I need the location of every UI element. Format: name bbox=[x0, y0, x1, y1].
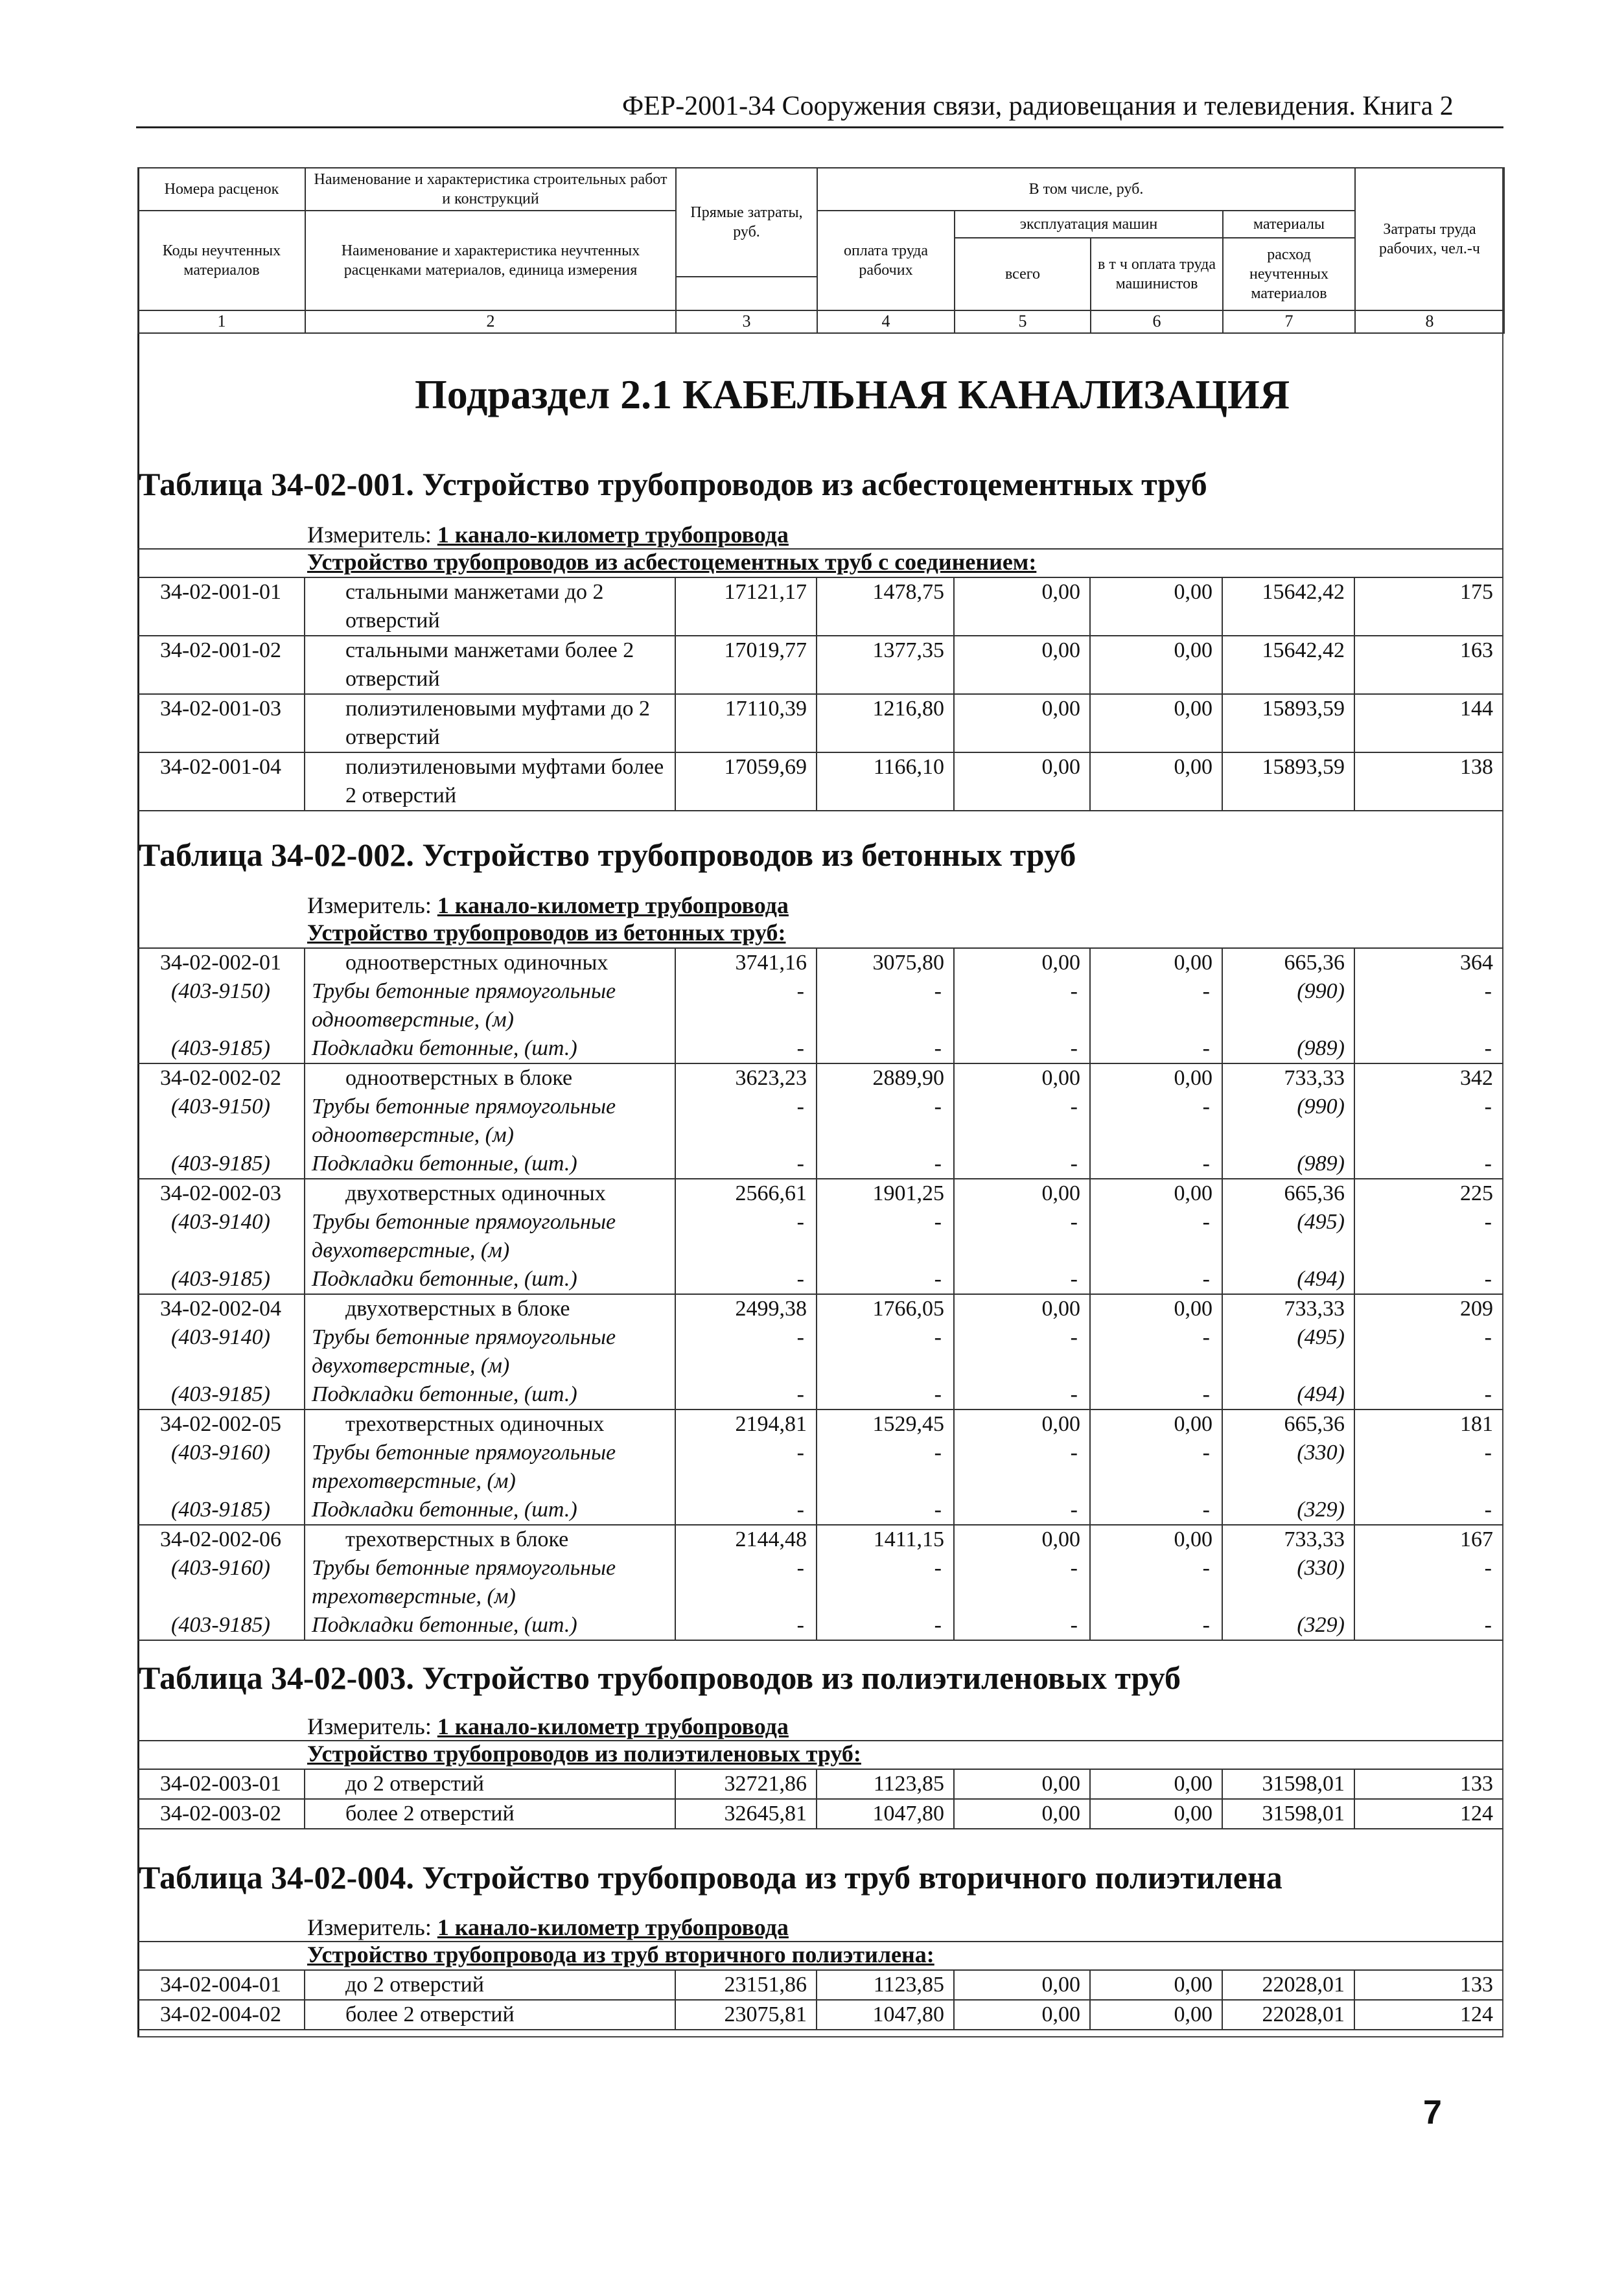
materials-cost: 22028,01 bbox=[1222, 1970, 1354, 2000]
running-header bbox=[622, 91, 1454, 122]
direct-costs: 17110,39 bbox=[675, 694, 817, 752]
table-row bbox=[137, 752, 1503, 811]
col-number: 7 bbox=[1223, 310, 1355, 333]
material-row bbox=[137, 1611, 1503, 1640]
table-title: Таблица 34-02-003. Устройство трубопроводов из полиэтиленовых труб bbox=[139, 1660, 1181, 1696]
machines-total: 0,00 bbox=[954, 1525, 1090, 1554]
table-row bbox=[137, 1179, 1503, 1208]
table-group-heading: Устройство трубопроводов из полиэтиленовых труб: bbox=[307, 1741, 861, 1767]
material-code: (403-9185) bbox=[137, 1611, 305, 1640]
col-number: 8 bbox=[1355, 310, 1504, 333]
machines-total-dash: - bbox=[954, 1150, 1090, 1179]
machines-total-dash: - bbox=[954, 1496, 1090, 1525]
labor-pay-dash: - bbox=[817, 1554, 954, 1611]
operators-pay-dash: - bbox=[1090, 1093, 1222, 1150]
col8-header: Затраты труда рабочих, чел.-ч bbox=[1355, 168, 1504, 310]
material-name: Подкладки бетонные, (шт.) bbox=[305, 1150, 675, 1179]
rate-name: двухотверстных в блоке bbox=[305, 1294, 675, 1323]
operators-pay-dash: - bbox=[1090, 1380, 1222, 1410]
col-number: 5 bbox=[955, 310, 1091, 333]
labor-pay-dash: - bbox=[817, 1439, 954, 1496]
operators-pay-dash: - bbox=[1090, 1034, 1222, 1063]
labor-pay: 1411,15 bbox=[817, 1525, 954, 1554]
labor-hours-dash: - bbox=[1484, 1210, 1492, 1234]
operators-pay-dash: - bbox=[1090, 1496, 1222, 1525]
col-number: 4 bbox=[817, 310, 955, 333]
labor-pay: 1529,45 bbox=[817, 1410, 954, 1439]
table-group-heading: Устройство трубопроводов из асбестоцементных труб с соединением: bbox=[307, 549, 1037, 575]
labor-hours: 181 bbox=[1354, 1410, 1503, 1439]
table-row bbox=[137, 1769, 1503, 1799]
labor-pay-dash: - bbox=[817, 1496, 954, 1525]
labor-hours-dash: - bbox=[1354, 1380, 1503, 1410]
materials-cost: 733,33 bbox=[1222, 1525, 1354, 1554]
labor-pay: 1047,80 bbox=[817, 2000, 954, 2030]
material-name: Трубы бетонные прямоугольные одноотверстные, (м) bbox=[305, 977, 675, 1034]
machines-total-dash: - bbox=[954, 1439, 1090, 1496]
labor-pay-dash: - bbox=[817, 1150, 954, 1179]
labor-hours-dash: - bbox=[1354, 1611, 1503, 1640]
materials-cost: 665,36 bbox=[1222, 1179, 1354, 1208]
table-row bbox=[137, 1410, 1503, 1439]
rate-code: 34-02-002-04 bbox=[137, 1294, 305, 1323]
rate-code: 34-02-003-01 bbox=[137, 1769, 305, 1799]
operators-pay: 0,00 bbox=[1090, 1294, 1222, 1323]
direct-costs: 3623,23 bbox=[675, 1063, 817, 1093]
material-name: Трубы бетонные прямоугольные двухотверстные, (м) bbox=[305, 1208, 675, 1265]
material-name: Трубы бетонные прямоугольные трехотверстные, (м) bbox=[305, 1439, 675, 1496]
material-name: Подкладки бетонные, (шт.) bbox=[305, 1611, 675, 1640]
materials-cost: 665,36 bbox=[1222, 1410, 1354, 1439]
materials-cost: 15893,59 bbox=[1222, 694, 1354, 752]
machines-total: 0,00 bbox=[954, 1769, 1090, 1799]
material-row bbox=[137, 1208, 1503, 1265]
rate-code: 34-02-001-04 bbox=[137, 752, 305, 811]
labor-hours: 163 bbox=[1354, 636, 1503, 694]
material-row bbox=[137, 977, 1503, 1034]
column-numbers-row bbox=[138, 310, 1504, 333]
material-code: (403-9185) bbox=[137, 1380, 305, 1410]
rate-code: 34-02-001-02 bbox=[137, 636, 305, 694]
material-row bbox=[137, 1554, 1503, 1611]
direct-costs-dash: - bbox=[675, 1208, 817, 1265]
rate-name: трехотверстных одиночных bbox=[305, 1410, 675, 1439]
direct-costs-dash: - bbox=[675, 1150, 817, 1179]
labor-pay: 1766,05 bbox=[817, 1294, 954, 1323]
measure-value: 1 канало-километр трубопровода bbox=[437, 892, 789, 918]
labor-hours-dash: - bbox=[1484, 1441, 1492, 1465]
rate-name: стальными манжетами более 2 отверстий bbox=[305, 636, 675, 694]
rate-name: до 2 отверстий bbox=[305, 1970, 675, 2000]
col1-bottom-header: Коды неучтенных материалов bbox=[138, 211, 305, 310]
col7-header: расход неучтенных материалов bbox=[1223, 238, 1355, 310]
table-group-heading: Устройство трубопроводов из бетонных труб: bbox=[307, 920, 786, 946]
labor-hours: 209 bbox=[1354, 1294, 1503, 1323]
labor-hours-dash: - bbox=[1484, 979, 1492, 1003]
operators-pay: 0,00 bbox=[1090, 1769, 1222, 1799]
col-number: 1 bbox=[138, 310, 305, 333]
material-quantity: (495) bbox=[1222, 1208, 1354, 1265]
machines-total: 0,00 bbox=[954, 1799, 1090, 1829]
direct-costs: 32721,86 bbox=[675, 1769, 817, 1799]
machines-total: 0,00 bbox=[954, 1179, 1090, 1208]
material-row bbox=[137, 1380, 1503, 1410]
rate-name: двухотверстных одиночных bbox=[305, 1179, 675, 1208]
measure-value: 1 канало-километр трубопровода bbox=[437, 1914, 789, 1940]
material-code: (403-9140) bbox=[137, 1323, 305, 1380]
table-measure bbox=[307, 1713, 789, 1740]
rates-table bbox=[137, 947, 1503, 1641]
material-code: (403-9185) bbox=[137, 1496, 305, 1525]
material-quantity: (990) bbox=[1222, 977, 1354, 1034]
col1-top-header: Номера расценок bbox=[138, 168, 305, 211]
rate-code: 34-02-001-01 bbox=[137, 577, 305, 636]
labor-pay-dash: - bbox=[817, 1323, 954, 1380]
labor-hours: 133 bbox=[1354, 1769, 1503, 1799]
material-name: Подкладки бетонные, (шт.) bbox=[305, 1034, 675, 1063]
material-quantity: (329) bbox=[1222, 1611, 1354, 1640]
labor-pay: 1377,35 bbox=[817, 636, 954, 694]
direct-costs: 23075,81 bbox=[675, 2000, 817, 2030]
rate-name: стальными манжетами до 2 отверстий bbox=[305, 577, 675, 636]
materials-cost: 22028,01 bbox=[1222, 2000, 1354, 2030]
machines-total: 0,00 bbox=[954, 1294, 1090, 1323]
labor-pay-dash: - bbox=[817, 1208, 954, 1265]
table-measure bbox=[307, 892, 789, 919]
measure-label: Измеритель: bbox=[307, 522, 437, 548]
direct-costs-dash: - bbox=[675, 1265, 817, 1294]
direct-costs: 17059,69 bbox=[675, 752, 817, 811]
direct-costs-dash: - bbox=[675, 1439, 817, 1496]
labor-hours-dash: - bbox=[1354, 1150, 1503, 1179]
table-row bbox=[137, 948, 1503, 977]
operators-pay: 0,00 bbox=[1090, 1799, 1222, 1829]
material-name: Подкладки бетонные, (шт.) bbox=[305, 1265, 675, 1294]
rate-code: 34-02-003-02 bbox=[137, 1799, 305, 1829]
materials-cost: 15642,42 bbox=[1222, 577, 1354, 636]
labor-pay: 1901,25 bbox=[817, 1179, 954, 1208]
including-header: В том числе, руб. bbox=[817, 168, 1355, 211]
rate-code: 34-02-002-02 bbox=[137, 1063, 305, 1093]
material-code: (403-9150) bbox=[137, 977, 305, 1034]
operators-pay-dash: - bbox=[1090, 1150, 1222, 1179]
labor-hours: 342 bbox=[1354, 1063, 1503, 1093]
direct-costs-dash: - bbox=[675, 977, 817, 1034]
table-group-heading: Устройство трубопровода из труб вторичного полиэтилена: bbox=[307, 1942, 934, 1967]
col-number: 6 bbox=[1091, 310, 1223, 333]
labor-pay-dash: - bbox=[817, 1380, 954, 1410]
material-name: Трубы бетонные прямоугольные двухотверстные, (м) bbox=[305, 1323, 675, 1380]
operators-pay-dash: - bbox=[1090, 977, 1222, 1034]
labor-hours: 175 bbox=[1354, 577, 1503, 636]
direct-costs: 2566,61 bbox=[675, 1179, 817, 1208]
col5-header: всего bbox=[955, 238, 1091, 310]
machines-total: 0,00 bbox=[954, 752, 1090, 811]
material-name: Трубы бетонные прямоугольные одноотверстные, (м) bbox=[305, 1093, 675, 1150]
page-number: 7 bbox=[1423, 2094, 1442, 2131]
direct-costs: 2144,48 bbox=[675, 1525, 817, 1554]
table-measure bbox=[307, 1914, 789, 1941]
col3-header-spacer bbox=[676, 277, 817, 310]
measure-label: Измеритель: bbox=[307, 1713, 437, 1739]
machines-total-dash: - bbox=[954, 1034, 1090, 1063]
table-row bbox=[137, 1525, 1503, 1554]
direct-costs-dash: - bbox=[675, 1093, 817, 1150]
rate-name: более 2 отверстий bbox=[305, 2000, 675, 2030]
operators-pay: 0,00 bbox=[1090, 948, 1222, 977]
rate-code: 34-02-002-06 bbox=[137, 1525, 305, 1554]
rate-name: полиэтиленовыми муфтами до 2 отверстий bbox=[305, 694, 675, 752]
material-quantity: (989) bbox=[1222, 1034, 1354, 1063]
table-row bbox=[137, 577, 1503, 636]
operators-pay-dash: - bbox=[1090, 1323, 1222, 1380]
rate-code: 34-02-004-01 bbox=[137, 1970, 305, 2000]
table-row bbox=[137, 694, 1503, 752]
operators-pay: 0,00 bbox=[1090, 2000, 1222, 2030]
labor-pay: 2889,90 bbox=[817, 1063, 954, 1093]
table-row bbox=[137, 1799, 1503, 1829]
machines-total: 0,00 bbox=[954, 1410, 1090, 1439]
rate-code: 34-02-001-03 bbox=[137, 694, 305, 752]
table-row bbox=[137, 1294, 1503, 1323]
rates-table bbox=[137, 1969, 1503, 2030]
operators-pay-dash: - bbox=[1090, 1611, 1222, 1640]
running-header-text: ФЕР-2001-34 Сооружения связи, радиовещания и телевидения. Книга 2 bbox=[622, 91, 1454, 121]
direct-costs-dash: - bbox=[675, 1380, 817, 1410]
materials-cost: 15893,59 bbox=[1222, 752, 1354, 811]
col-number: 3 bbox=[676, 310, 817, 333]
material-name: Трубы бетонные прямоугольные трехотверстные, (м) bbox=[305, 1554, 675, 1611]
materials-cost: 733,33 bbox=[1222, 1294, 1354, 1323]
labor-hours-dash: - bbox=[1484, 1095, 1492, 1119]
operators-pay: 0,00 bbox=[1090, 636, 1222, 694]
rate-name: более 2 отверстий bbox=[305, 1799, 675, 1829]
direct-costs-dash: - bbox=[675, 1554, 817, 1611]
machines-total: 0,00 bbox=[954, 1970, 1090, 2000]
material-code: (403-9160) bbox=[137, 1439, 305, 1496]
rate-code: 34-02-002-01 bbox=[137, 948, 305, 977]
labor-hours-dash: - bbox=[1354, 1034, 1503, 1063]
labor-hours: 124 bbox=[1354, 2000, 1503, 2030]
rates-table bbox=[137, 577, 1503, 811]
machines-total-dash: - bbox=[954, 1554, 1090, 1611]
direct-costs-dash: - bbox=[675, 1323, 817, 1380]
labor-pay-dash: - bbox=[817, 1611, 954, 1640]
material-row bbox=[137, 1265, 1503, 1294]
operators-pay: 0,00 bbox=[1090, 1410, 1222, 1439]
material-code: (403-9185) bbox=[137, 1150, 305, 1179]
table-row bbox=[137, 1063, 1503, 1093]
labor-hours: 167 bbox=[1354, 1525, 1503, 1554]
materials-cost: 665,36 bbox=[1222, 948, 1354, 977]
material-row bbox=[137, 1034, 1503, 1063]
labor-pay-dash: - bbox=[817, 977, 954, 1034]
material-name: Подкладки бетонные, (шт.) bbox=[305, 1496, 675, 1525]
labor-hours: 144 bbox=[1354, 694, 1503, 752]
direct-costs-dash: - bbox=[675, 1496, 817, 1525]
labor-hours: 138 bbox=[1354, 752, 1503, 811]
labor-hours-dash: - bbox=[1354, 1496, 1503, 1525]
rate-code: 34-02-002-05 bbox=[137, 1410, 305, 1439]
machines-total: 0,00 bbox=[954, 2000, 1090, 2030]
direct-costs: 3741,16 bbox=[675, 948, 817, 977]
labor-pay: 1047,80 bbox=[817, 1799, 954, 1829]
machines-total: 0,00 bbox=[954, 1063, 1090, 1093]
rate-name: до 2 отверстий bbox=[305, 1769, 675, 1799]
machines-total: 0,00 bbox=[954, 577, 1090, 636]
table-title: Таблица 34-02-002. Устройство трубопроводов из бетонных труб bbox=[139, 837, 1076, 873]
labor-pay: 1123,85 bbox=[817, 1769, 954, 1799]
direct-costs: 17019,77 bbox=[675, 636, 817, 694]
table-row bbox=[137, 2000, 1503, 2030]
material-name: Подкладки бетонные, (шт.) bbox=[305, 1380, 675, 1410]
rate-name: полиэтиленовыми муфтами более 2 отверстий bbox=[305, 752, 675, 811]
machines-total-dash: - bbox=[954, 1611, 1090, 1640]
operators-pay: 0,00 bbox=[1090, 694, 1222, 752]
machines-total-dash: - bbox=[954, 1380, 1090, 1410]
direct-costs: 23151,86 bbox=[675, 1970, 817, 2000]
measure-label: Измеритель: bbox=[307, 892, 437, 918]
labor-pay-dash: - bbox=[817, 1034, 954, 1063]
col2-bottom-header: Наименование и характеристика неучтенных расценками материалов, единица измерения bbox=[305, 211, 676, 310]
header-rule bbox=[136, 126, 1503, 128]
labor-hours: 364 bbox=[1354, 948, 1503, 977]
material-code: (403-9140) bbox=[137, 1208, 305, 1265]
rate-name: одноотверстных в блоке bbox=[305, 1063, 675, 1093]
material-row bbox=[137, 1323, 1503, 1380]
labor-pay: 1478,75 bbox=[817, 577, 954, 636]
rates-table bbox=[137, 1769, 1503, 1829]
material-code: (403-9185) bbox=[137, 1265, 305, 1294]
col2-top-header: Наименование и характеристика строительных работ и конструкций bbox=[305, 168, 676, 211]
material-code: (403-9150) bbox=[137, 1093, 305, 1150]
material-row bbox=[137, 1093, 1503, 1150]
operators-pay-dash: - bbox=[1090, 1265, 1222, 1294]
table-row bbox=[137, 1970, 1503, 2000]
operators-pay: 0,00 bbox=[1090, 1970, 1222, 2000]
materials-cost: 31598,01 bbox=[1222, 1769, 1354, 1799]
operators-pay-dash: - bbox=[1090, 1554, 1222, 1611]
direct-costs: 2499,38 bbox=[675, 1294, 817, 1323]
material-quantity: (989) bbox=[1222, 1150, 1354, 1179]
materials-header: материалы bbox=[1223, 211, 1355, 238]
rate-name: трехотверстных в блоке bbox=[305, 1525, 675, 1554]
machines-total-dash: - bbox=[954, 1265, 1090, 1294]
labor-pay: 1216,80 bbox=[817, 694, 954, 752]
table-title: Таблица 34-02-001. Устройство трубопроводов из асбестоцементных труб bbox=[139, 466, 1207, 502]
col-number: 2 bbox=[305, 310, 676, 333]
material-quantity: (329) bbox=[1222, 1496, 1354, 1525]
measure-value: 1 канало-километр трубопровода bbox=[437, 1713, 789, 1739]
machines-total: 0,00 bbox=[954, 948, 1090, 977]
col4-header: оплата труда рабочих bbox=[817, 211, 955, 310]
operators-pay: 0,00 bbox=[1090, 577, 1222, 636]
material-code: (403-9160) bbox=[137, 1554, 305, 1611]
direct-costs: 32645,81 bbox=[675, 1799, 817, 1829]
operators-pay-dash: - bbox=[1090, 1439, 1222, 1496]
table-row bbox=[137, 636, 1503, 694]
rate-name: одноотверстных одиночных bbox=[305, 948, 675, 977]
labor-pay: 1166,10 bbox=[817, 752, 954, 811]
machines-total: 0,00 bbox=[954, 636, 1090, 694]
material-row bbox=[137, 1496, 1503, 1525]
material-quantity: (330) bbox=[1222, 1554, 1354, 1611]
direct-costs-dash: - bbox=[675, 1611, 817, 1640]
operators-pay: 0,00 bbox=[1090, 1525, 1222, 1554]
machines-total-dash: - bbox=[954, 1323, 1090, 1380]
machines-total: 0,00 bbox=[954, 694, 1090, 752]
rate-code: 34-02-004-02 bbox=[137, 2000, 305, 2030]
direct-costs-dash: - bbox=[675, 1034, 817, 1063]
machines-total-dash: - bbox=[954, 977, 1090, 1034]
material-quantity: (494) bbox=[1222, 1380, 1354, 1410]
table-title: Таблица 34-02-004. Устройство трубопровода из труб вторичного полиэтилена bbox=[139, 1859, 1282, 1896]
material-quantity: (494) bbox=[1222, 1265, 1354, 1294]
rate-code: 34-02-002-03 bbox=[137, 1179, 305, 1208]
material-code: (403-9185) bbox=[137, 1034, 305, 1063]
col6-header: в т ч оплата труда машинистов bbox=[1091, 238, 1223, 310]
material-row bbox=[137, 1150, 1503, 1179]
materials-cost: 15642,42 bbox=[1222, 636, 1354, 694]
materials-cost: 733,33 bbox=[1222, 1063, 1354, 1093]
labor-hours: 124 bbox=[1354, 1799, 1503, 1829]
machines-total-dash: - bbox=[954, 1208, 1090, 1265]
operators-pay: 0,00 bbox=[1090, 752, 1222, 811]
subsection-title: Подраздел 2.1 КАБЕЛЬНАЯ КАНАЛИЗАЦИЯ bbox=[415, 371, 1290, 417]
labor-hours: 133 bbox=[1354, 1970, 1503, 2000]
measure-label: Измеритель: bbox=[307, 1914, 437, 1940]
labor-hours: 225 bbox=[1354, 1179, 1503, 1208]
labor-hours-dash: - bbox=[1484, 1556, 1492, 1580]
labor-pay-dash: - bbox=[817, 1265, 954, 1294]
material-row bbox=[137, 1439, 1503, 1496]
labor-pay: 1123,85 bbox=[817, 1970, 954, 2000]
labor-pay: 3075,80 bbox=[817, 948, 954, 977]
measure-value: 1 канало-километр трубопровода bbox=[437, 522, 789, 548]
labor-hours-dash: - bbox=[1354, 1265, 1503, 1294]
material-quantity: (990) bbox=[1222, 1093, 1354, 1150]
direct-costs: 2194,81 bbox=[675, 1410, 817, 1439]
labor-pay-dash: - bbox=[817, 1093, 954, 1150]
operators-pay-dash: - bbox=[1090, 1208, 1222, 1265]
direct-costs: 17121,17 bbox=[675, 577, 817, 636]
operators-pay: 0,00 bbox=[1090, 1179, 1222, 1208]
operators-pay: 0,00 bbox=[1090, 1063, 1222, 1093]
labor-hours-dash: - bbox=[1484, 1325, 1492, 1349]
material-quantity: (330) bbox=[1222, 1439, 1354, 1496]
col3-header: Прямые затраты, руб. bbox=[676, 168, 817, 277]
materials-cost: 31598,01 bbox=[1222, 1799, 1354, 1829]
column-header-table bbox=[137, 167, 1505, 334]
machines-total-dash: - bbox=[954, 1093, 1090, 1150]
machines-header: эксплуатация машин bbox=[955, 211, 1223, 238]
material-quantity: (495) bbox=[1222, 1323, 1354, 1380]
table-measure bbox=[307, 521, 789, 548]
